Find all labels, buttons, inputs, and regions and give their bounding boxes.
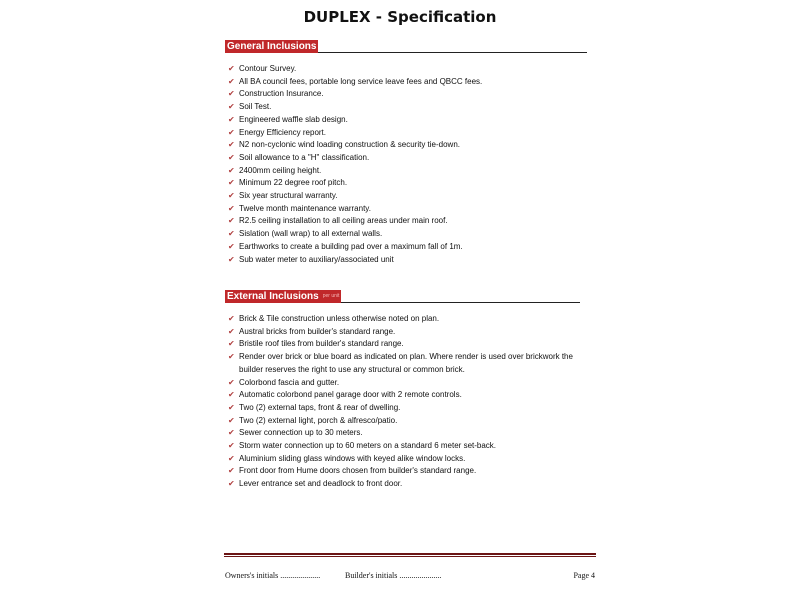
checkmark-icon: ✔ <box>228 76 235 86</box>
general-inclusions-list <box>228 63 598 266</box>
checkmark-icon: ✔ <box>228 140 235 150</box>
list-item <box>228 478 598 491</box>
footer-rule <box>224 553 596 555</box>
checkmark-icon: ✔ <box>228 479 235 489</box>
list-item-text: Twelve month maintenance warranty. <box>239 203 371 213</box>
checkmark-icon: ✔ <box>228 352 235 362</box>
list-item <box>228 389 598 402</box>
checkmark-icon: ✔ <box>228 102 235 112</box>
list-item <box>228 402 598 415</box>
list-item-text: Austral bricks from builder's standard range. <box>239 326 396 336</box>
list-item-text: Storm water connection up to 60 meters on a standard 6 meter set-back. <box>239 441 497 451</box>
checkmark-icon: ✔ <box>228 466 235 476</box>
list-item <box>228 190 598 203</box>
external-inclusions-header <box>225 289 580 303</box>
list-item-text: Two (2) external taps, front & rear of dwelling. <box>239 402 401 412</box>
list-item <box>228 377 598 390</box>
checkmark-icon: ✔ <box>228 178 235 188</box>
list-item-text: Construction Insurance. <box>239 89 324 99</box>
section-underline <box>341 289 580 303</box>
checkmark-icon: ✔ <box>228 339 235 349</box>
list-item-text: Engineered waffle slab design. <box>239 114 348 124</box>
list-item <box>228 177 598 190</box>
footer-rule <box>224 556 596 557</box>
list-item <box>228 313 598 326</box>
list-item-text: Soil Test. <box>239 102 272 112</box>
list-item <box>228 427 598 440</box>
checkmark-icon: ✔ <box>228 428 235 438</box>
list-item <box>228 165 598 178</box>
checkmark-icon: ✔ <box>228 216 235 226</box>
list-item <box>228 152 598 165</box>
list-item <box>228 241 598 254</box>
list-item-text: Automatic colorbond panel garage door with 2 remote controls. <box>239 390 462 400</box>
list-item <box>228 415 598 428</box>
list-item <box>228 440 598 453</box>
list-item-text: Sewer connection up to 30 meters. <box>239 428 363 438</box>
list-item <box>228 453 598 466</box>
list-item-text: Sislation (wall wrap) to all external walls. <box>239 229 383 239</box>
list-item <box>228 326 598 339</box>
list-item <box>228 215 598 228</box>
list-item-text: Earthworks to create a building pad over a maximum fall of 1m. <box>239 241 463 251</box>
builders-initials: Builder's initials ..................... <box>345 571 442 580</box>
list-item <box>228 63 598 76</box>
checkmark-icon: ✔ <box>228 64 235 73</box>
list-item <box>228 139 598 152</box>
list-item <box>228 203 598 216</box>
list-item-text: Aluminium sliding glass windows with keyed alike window locks. <box>239 453 466 463</box>
owners-initials: Owners's initials .................... <box>225 571 321 580</box>
external-inclusions-list <box>228 313 598 491</box>
checkmark-icon: ✔ <box>228 114 235 124</box>
checkmark-icon: ✔ <box>228 229 235 239</box>
list-item-text: 2400mm ceiling height. <box>239 165 322 175</box>
list-item <box>228 228 598 241</box>
section-underline <box>318 39 587 53</box>
list-item <box>228 254 598 267</box>
list-item-text: Soil allowance to a "H" classification. <box>239 152 370 162</box>
list-item-text: All BA council fees, portable long service leave fees and QBCC fees. <box>239 76 483 86</box>
general-inclusions-heading: General Inclusions <box>227 41 317 52</box>
checkmark-icon: ✔ <box>228 152 235 162</box>
external-inclusions-heading: External Inclusions <box>227 291 319 302</box>
list-item-text: Minimum 22 degree roof pitch. <box>239 178 348 188</box>
list-item-text: Lever entrance set and deadlock to front door. <box>239 479 403 489</box>
list-item-text: Brick & Tile construction unless otherwise noted on plan. <box>239 314 440 323</box>
list-item-text: Front door from Hume doors chosen from builder's standard range. <box>239 466 477 476</box>
checkmark-icon: ✔ <box>228 390 235 400</box>
general-inclusions-header <box>225 39 587 53</box>
list-item-text: Sub water meter to auxiliary/associated unit <box>239 254 394 264</box>
list-item-text: Bristile roof tiles from builder's standard range. <box>239 339 404 349</box>
external-inclusions-subheading: per unit <box>321 290 342 303</box>
list-item-text: Colorbond fascia and gutter. <box>239 377 340 387</box>
checkmark-icon: ✔ <box>228 89 235 99</box>
list-item-text: Six year structural warranty. <box>239 191 338 201</box>
checkmark-icon: ✔ <box>228 127 235 137</box>
list-item <box>228 351 598 376</box>
checkmark-icon: ✔ <box>228 402 235 412</box>
checkmark-icon: ✔ <box>228 441 235 451</box>
list-item <box>228 465 598 478</box>
page-title: DUPLEX - Specification <box>303 8 497 26</box>
checkmark-icon: ✔ <box>228 377 235 387</box>
list-item-text: Two (2) external light, porch & alfresco/patio. <box>239 415 398 425</box>
checkmark-icon: ✔ <box>228 326 235 336</box>
page-number: Page 4 <box>573 571 595 580</box>
checkmark-icon: ✔ <box>228 203 235 213</box>
list-item-text: R2.5 ceiling installation to all ceiling areas under main roof. <box>239 216 448 226</box>
checkmark-icon: ✔ <box>228 191 235 201</box>
list-item <box>228 101 598 114</box>
list-item <box>228 88 598 101</box>
list-item-text: Contour Survey. <box>239 64 297 73</box>
checkmark-icon: ✔ <box>228 254 235 264</box>
checkmark-icon: ✔ <box>228 415 235 425</box>
checkmark-icon: ✔ <box>228 314 235 323</box>
list-item <box>228 127 598 140</box>
list-item-text: N2 non-cyclonic wind loading construction & security tie-down. <box>239 140 460 150</box>
list-item <box>228 114 598 127</box>
list-item <box>228 338 598 351</box>
checkmark-icon: ✔ <box>228 165 235 175</box>
list-item-text: Energy Efficiency report. <box>239 127 327 137</box>
checkmark-icon: ✔ <box>228 453 235 463</box>
list-item <box>228 76 598 89</box>
checkmark-icon: ✔ <box>228 241 235 251</box>
list-item-text: Render over brick or blue board as indicated on plan. Where render is used over brickwork the builder reserves the right to use any structural or common brick. <box>239 352 573 374</box>
